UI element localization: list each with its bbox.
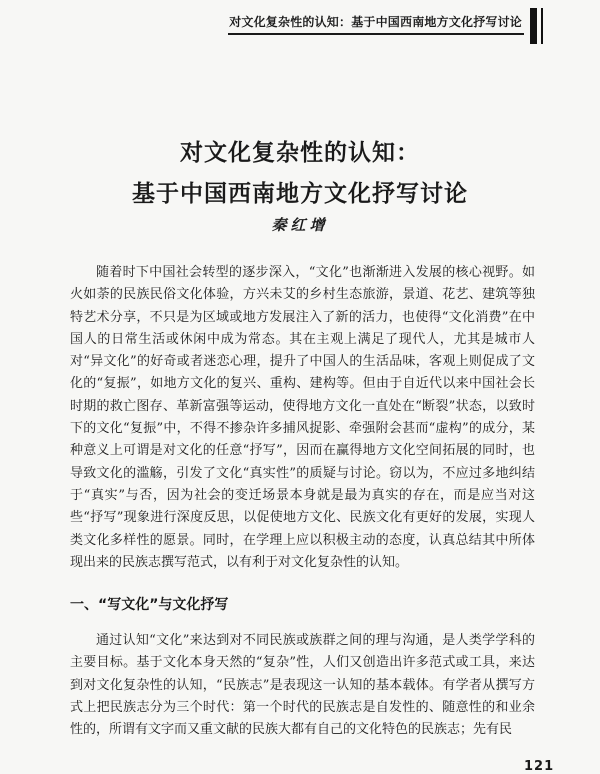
section-heading: 一、“写文化”与文化抒写 — [70, 597, 229, 613]
header-bar-thick — [530, 8, 537, 44]
page-number: 121 — [524, 759, 555, 774]
header-bar-thin — [541, 8, 543, 44]
article-title-line2: 基于中国西南地方文化抒写讨论 — [132, 181, 468, 207]
header-rule — [228, 33, 524, 35]
running-title: 对文化复杂性的认知：基于中国西南地方文化抒写讨论 — [229, 15, 522, 29]
section-body-paragraph: 通过认知“文化”来达到对不同民族或族群之间的理与沟通，是人类学学科的主要目标。基于文化本身天然的“复杂”性，人们又创造出许多范式或工具，来达到对文化复杂性的认知，“民族志”是表现这一认知的基本载体。有学者从撰写方式上把民族志分为三个时代：第一个时代的民族志是自发性的、随意性的和业余性的，所谓有文字而又重文献的民族大都有自己的文化特色的民族志；先有民 — [70, 633, 535, 738]
article-author: 秦红增 — [271, 216, 329, 234]
running-header — [0, 0, 600, 40]
abstract-paragraph: 随着时下中国社会转型的逐步深入，“文化”也渐渐进入发展的核心视野。如火如荼的民族民俗文化体验，方兴未艾的乡村生态旅游，景道、花艺、建筑等独特艺术分享，不只是为区域或地方发展注入了新的活力，也使得“文化消费”在中国人的日常生活或休闲中成为常态。其在主观上满足了现代人，尤其是城市人对“异文化”的好奇或者迷恋心理，提升了中国人的生活品味，客观上则促成了文化的“复振”，如地方文化的复兴、重构、建构等。但由于自近代以来中国社会长时期的救亡图存、革新富强等运动，使得地方文化一直处在“断裂”状态，以致时下的文化“复振”中，不得不掺杂许多捕风捉影、牵强附会甚而“虚构”的成分，某种意义上可谓是对文化的任意“抒写”，因而在赢得地方文化空间拓展的同时，也导致文化的滥觞，引发了文化“真实性”的质疑与讨论。窃以为，不应过多地纠结于“真实”与否，因为社会的变迁场景本身就是最为真实的存在，而是应当对这些“抒写”现象进行深度反思，以促使地方文化、民族文化有更好的发展，实现人类文化多样性的愿景。同时，在学理上应以积极主动的态度，认真总结其中所体现出来的民族志撰写范式，以有利于对文化复杂性的认知。 — [70, 265, 535, 570]
article-title-line1: 对文化复杂性的认知： — [180, 140, 420, 166]
